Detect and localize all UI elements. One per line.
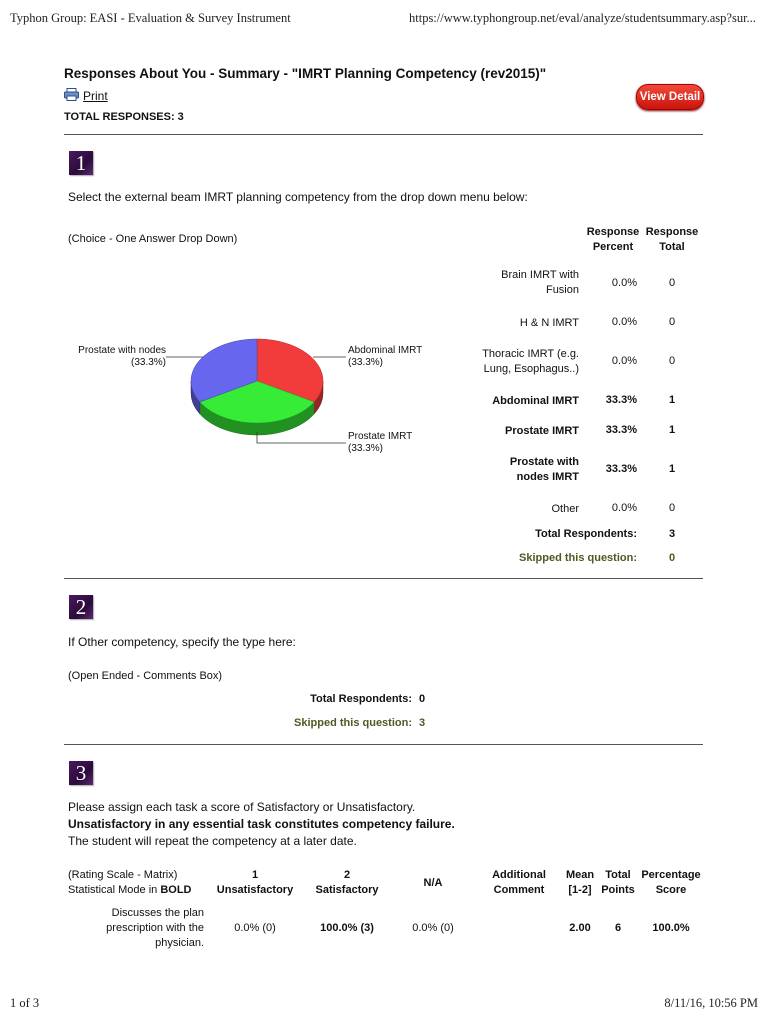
task-unsatisfactory-value: 0.0% (0): [234, 922, 276, 934]
col-satisfactory-header: [308, 868, 386, 898]
choice-total: 0: [668, 316, 676, 328]
question-3-type: [68, 868, 192, 898]
question-1-type: (Choice - One Answer Drop Down): [68, 233, 238, 245]
q2-total-respondents-value: 0: [419, 693, 426, 705]
choice-label: [464, 455, 579, 485]
choice-percent: 33.3%: [605, 424, 637, 436]
response-total-header: [642, 225, 702, 255]
question-2-text: If Other competency, specify the type here:: [68, 635, 296, 649]
browser-url: https://www.typhongroup.net/eval/analyze/studentsummary.asp?sur...: [409, 11, 756, 25]
col-percentage-header-line2: Score: [655, 884, 687, 896]
browser-page-title: Typhon Group: EASI - Evaluation & Survey Instrument: [10, 11, 291, 25]
choice-total: 1: [668, 424, 676, 436]
choice-label: [464, 347, 579, 377]
choice-label-line1: Thoracic IMRT (e.g.: [482, 348, 579, 360]
print-timestamp: 8/11/16, 10:56 PM: [664, 996, 758, 1010]
task-percentage-value: 100.0%: [652, 922, 690, 934]
choice-label: [464, 394, 579, 409]
printer-icon: [64, 88, 79, 104]
col-satisfactory-header-line1: 2: [343, 869, 351, 881]
choice-total: 1: [668, 463, 676, 475]
pie-label-prostate: [348, 431, 412, 455]
choice-percent: 0.0%: [611, 502, 637, 514]
q1-skipped-label: Skipped this question:: [519, 552, 637, 564]
task-total-value: 6: [614, 922, 622, 934]
pie-label-abdominal-name: Abdominal IMRT: [348, 345, 423, 356]
choice-label-line1: Other: [551, 503, 579, 515]
col-total-header: [600, 868, 636, 898]
pie-label-prostate-nodes-name: Prostate with nodes: [78, 345, 166, 356]
response-total-header-line1: Response: [645, 226, 699, 238]
task-na-value: 0.0% (0): [412, 922, 454, 934]
choice-percent: 33.3%: [605, 394, 637, 406]
question-3-type-bold: BOLD: [160, 884, 192, 896]
q2-skipped-label: Skipped this question:: [294, 717, 412, 729]
print-link[interactable]: [64, 88, 108, 104]
divider: [64, 578, 703, 579]
print-link-label: Print: [83, 89, 108, 103]
col-unsatisfactory-header-line2: Unsatisfactory: [216, 884, 294, 896]
question-2-type: (Open Ended - Comments Box): [68, 670, 223, 682]
question-3-type-line2: [68, 883, 192, 898]
q1-total-respondents-label: Total Respondents:: [535, 528, 637, 540]
choice-label-line2: nodes IMRT: [516, 471, 579, 483]
col-unsatisfactory-header-line1: 1: [251, 869, 259, 881]
choice-label: [464, 316, 579, 331]
task-label-line3: physician.: [155, 937, 204, 949]
col-na-header: N/A: [423, 877, 443, 889]
q2-skipped-value: 3: [419, 717, 426, 729]
total-responses: TOTAL RESPONSES: 3: [64, 111, 184, 123]
col-comment-header: [484, 868, 554, 898]
choice-percent: 0.0%: [611, 316, 637, 328]
col-comment-header-line1: Additional: [492, 869, 546, 881]
choice-percent: 0.0%: [611, 277, 637, 289]
task-label-line1: Discusses the plan: [111, 907, 204, 919]
col-percentage-header: [638, 868, 704, 898]
choice-label-line2: Fusion: [545, 284, 579, 296]
page-count: 1 of 3: [10, 996, 40, 1010]
response-percent-header: [583, 225, 643, 255]
pie-label-prostate-name: Prostate IMRT: [348, 431, 413, 442]
choice-total: 0: [668, 277, 676, 289]
pie-label-prostate-nodes: [74, 345, 166, 369]
view-detail-button[interactable]: View Detail: [636, 84, 704, 110]
q2-total-respondents-label: Total Respondents:: [310, 693, 412, 705]
choice-total: 0: [668, 355, 676, 367]
choice-label-line1: H & N IMRT: [519, 317, 579, 329]
task-label: [68, 906, 204, 951]
q1-total-respondents-value: 3: [668, 528, 676, 540]
choice-label-line2: Lung, Esophagus..): [483, 363, 579, 375]
pie-label-prostate-nodes-value: (33.3%): [130, 357, 166, 368]
choice-label-line1: Prostate IMRT: [505, 425, 579, 437]
q1-skipped-value: 0: [668, 552, 676, 564]
choice-percent: 33.3%: [605, 463, 637, 475]
question-2-badge: 2: [69, 595, 93, 619]
response-total-header-line2: Total: [659, 241, 685, 253]
col-mean-header: [560, 868, 600, 898]
choice-label: [464, 502, 579, 517]
col-unsatisfactory-header: [214, 868, 296, 898]
col-percentage-header-line1: Percentage: [641, 869, 701, 881]
question-3-badge: 3: [69, 761, 93, 785]
col-satisfactory-header-line2: Satisfactory: [315, 884, 379, 896]
choice-percent: 0.0%: [611, 355, 637, 367]
col-total-header-line2: Points: [601, 884, 635, 896]
question-1-text: Select the external beam IMRT planning competency from the drop down menu below:: [68, 190, 528, 204]
question-3-line1: Please assign each task a score of Satisfactory or Unsatisfactory.: [68, 800, 416, 814]
choice-label-line1: Brain IMRT with: [501, 269, 579, 281]
response-percent-header-line1: Response: [586, 226, 640, 238]
question-1-badge: 1: [69, 151, 93, 175]
choice-total: 1: [668, 394, 676, 406]
task-label-line2: prescription with the: [106, 922, 204, 934]
question-3-line2: Unsatisfactory in any essential task constitutes competency failure.: [68, 817, 455, 831]
pie-label-abdominal-value: (33.3%): [348, 357, 384, 368]
divider: [64, 744, 703, 745]
choice-label: [464, 424, 579, 439]
response-percent-header-line2: Percent: [592, 241, 634, 253]
question-3-type-text: Statistical Mode in: [68, 884, 161, 896]
col-comment-header-line2: Comment: [493, 884, 545, 896]
choice-label-line1: Abdominal IMRT: [492, 395, 579, 407]
question-3-type-line1: (Rating Scale - Matrix): [68, 869, 178, 881]
task-satisfactory-value: 100.0% (3): [320, 922, 374, 934]
page-title: Responses About You - Summary - "IMRT Planning Competency (rev2015)": [64, 66, 547, 81]
choice-label: [464, 268, 579, 298]
divider: [64, 134, 703, 135]
pie-label-prostate-value: (33.3%): [348, 443, 384, 454]
col-mean-header-line1: Mean: [565, 869, 595, 881]
col-mean-header-line2: [1-2]: [568, 884, 592, 896]
choice-total: 0: [668, 502, 676, 514]
question-3-line3: The student will repeat the competency at a later date.: [68, 834, 357, 848]
choice-label-line1: Prostate with: [509, 456, 579, 468]
col-total-header-line1: Total: [605, 869, 631, 881]
task-mean-value: 2.00: [569, 922, 591, 934]
pie-label-abdominal: [348, 345, 422, 369]
